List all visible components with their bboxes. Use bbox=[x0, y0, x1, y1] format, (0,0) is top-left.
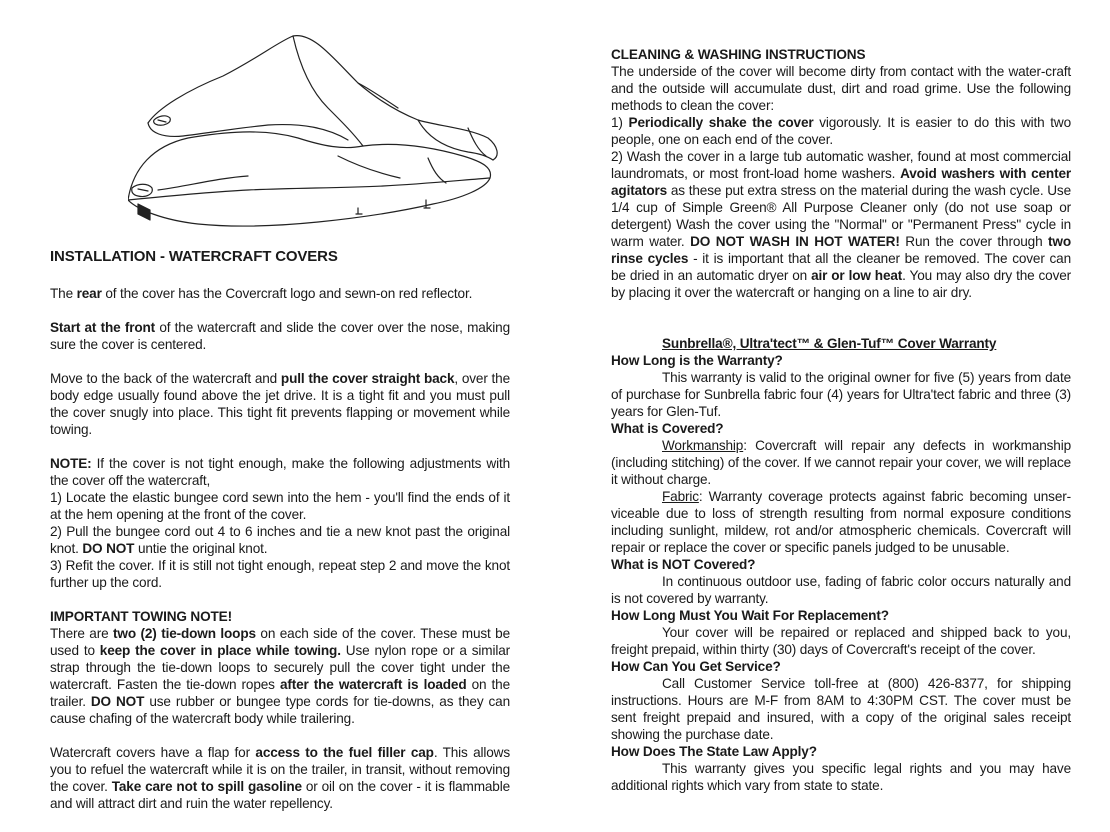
warranty-answer: This warranty is valid to the original owner for five (5) years from date of purchase for Sunbrella fabric four (4) years for Ultra'tect fabric and three (3) years for Glen-Tuf. bbox=[611, 370, 1071, 419]
front-paragraph: Start at the front of the watercraft and slide the cover over the nose, making sure the cover is centered. bbox=[50, 320, 510, 352]
towing-paragraph: There are two (2) tie-down loops on each side of the cover. These must be used to keep the cover in place while towing. Use nylon rope or a similar strap through the tie-down loops to securely pull the cover tight under the watercraft. Fasten the tie-down ropes after the watercraft is loaded on the trailer. DO NOT use rubber or bungee type cords for tie-downs, as they can cause chafing of the watercraft body while trailering. bbox=[50, 626, 510, 726]
note-block bbox=[50, 455, 510, 591]
towing-block bbox=[50, 608, 510, 727]
watercraft-cover-illustration bbox=[128, 28, 508, 236]
warranty-answer: This warranty gives you specific legal rights and you may have additional rights which vary from state to state. bbox=[611, 761, 1071, 793]
cleaning-intro: The underside of the cover will become dirty from contact with the water-craft and the outside will accumulate dust, dirt and road grime. Use the following methods to clean the cover: bbox=[611, 64, 1071, 113]
cleaning-block bbox=[611, 46, 1071, 301]
cleaning-step-2: 2) Wash the cover in a large tub automatic washer, found at most commercial laundromats, or most front-load home washers. Avoid washers with center agitators as these put extra stress on the material during the wash cycle. Use 1/4 cup of Simple Green® All Purpose Cleaner only (do not use soap or detergent) Wash the cover using the "Normal" or "Permanent Press" cycle in warm water. DO NOT WASH IN HOT WATER! Run the cover through two rinse cycles - it is important that all the cleaner be removed. The cover can be dried in an automatic dryer on air or low heat. You may also dry the cover by placing it over the watercraft or hanging on a line to air dry. bbox=[611, 149, 1072, 300]
note-intro: NOTE: If the cover is not tight enough, make the following adjustments with the cover off the watercraft, bbox=[50, 456, 510, 488]
warranty-answer: Fabric: Warranty coverage protects against fabric becoming unser-viceable due to loss of strength resulting from normal exposure conditions including sunlight, mildew, rot and/or atmospheric chemicals. Covercraft will repair or replace the cover or specific panels judged to be unusable. bbox=[611, 489, 1071, 555]
warranty-question: How Long is the Warranty? bbox=[611, 353, 783, 368]
warranty-title: Sunbrella®, Ultra'tect™ & Glen-Tuf™ Cover Warranty bbox=[662, 336, 997, 351]
note-step-2: 2) Pull the bungee cord out 4 to 6 inches and tie a new knot past the original knot. DO NOT untie the original knot. bbox=[50, 524, 510, 556]
note-step-1: 1) Locate the elastic bungee cord sewn into the hem - you'll find the ends of it at the hem opening at the front of the cover. bbox=[50, 490, 510, 522]
cleaning-step-1: 1) Periodically shake the cover vigorously. It is easier to do this with two people, one on each end of the cover. bbox=[611, 115, 1072, 147]
rear-paragraph: The rear of the cover has the Covercraft logo and sewn-on red reflector. bbox=[50, 286, 473, 301]
towing-heading: IMPORTANT TOWING NOTE! bbox=[50, 609, 232, 624]
warranty-answer: Your cover will be repaired or replaced and shipped back to you, freight prepaid, within thirty (30) days of Covercraft's receipt of the cover. bbox=[611, 625, 1071, 657]
warranty-question: How Can You Get Service? bbox=[611, 659, 781, 674]
warranty-block bbox=[611, 335, 1071, 794]
note-step-3: 3) Refit the cover. If it is still not tight enough, repeat step 2 and move the knot further up the cord. bbox=[50, 558, 510, 590]
warranty-question: What is NOT Covered? bbox=[611, 557, 756, 572]
pull-back-paragraph: Move to the back of the watercraft and pull the cover straight back, over the body edge usually found above the jet drive. It is a tight fit and you must pull the cover snugly into place. This tight fit prevents flapping or movement while towing. bbox=[50, 371, 510, 437]
cleaning-heading: CLEANING & WASHING INSTRUCTIONS bbox=[611, 47, 866, 62]
fuel-paragraph: Watercraft covers have a flap for access to the fuel filler cap. This allows you to refuel the watercraft while it is on the trailer, in transit, without removing the cover. Take care not to spill gasoline or oil on the cover - it is flammable and will attract dirt and ruin the water repellency. bbox=[50, 745, 510, 811]
warranty-answer: Call Customer Service toll-free at (800) 426-8377, for shipping instructions. Hours are M-F from 8AM to 4:30PM CST. The cover must be sent freight prepaid and insured, with a copy of the original sales receipt showing the purchase date. bbox=[611, 676, 1071, 742]
warranty-question: How Does The State Law Apply? bbox=[611, 744, 817, 759]
warranty-answer: Workmanship: Covercraft will repair any defects in workmanship (including stitching) of the cover. If we cannot repair your cover, we will replace it without charge. bbox=[611, 438, 1071, 487]
warranty-question: What is Covered? bbox=[611, 421, 724, 436]
warranty-question: How Long Must You Wait For Replacement? bbox=[611, 608, 889, 623]
installation-heading: INSTALLATION - WATERCRAFT COVERS bbox=[50, 248, 338, 265]
warranty-answer: In continuous outdoor use, fading of fabric color occurs naturally and is not covered by warranty. bbox=[611, 574, 1071, 606]
